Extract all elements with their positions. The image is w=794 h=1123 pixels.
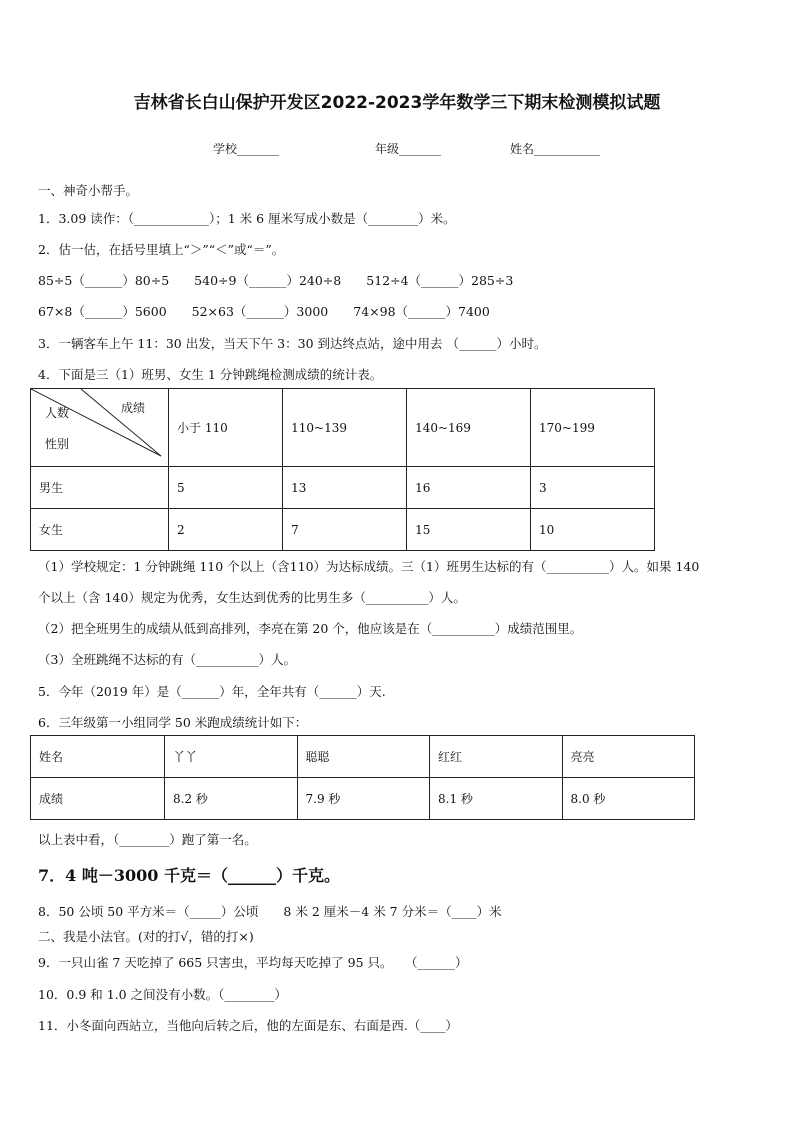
- question-6-answer: 以上表中看，（________）跑了第一名。: [38, 832, 257, 847]
- table-cell: 10: [531, 509, 655, 551]
- table-cell: 亮亮: [562, 736, 695, 778]
- section-heading-2: 二、我是小法官。(对的打√，错的打×): [38, 929, 254, 944]
- table-header: 170~199: [531, 389, 655, 467]
- table-cell: 7: [283, 509, 407, 551]
- table-row: [31, 509, 655, 551]
- question-7: 7．4 吨－3000 千克＝（______）千克。: [38, 866, 340, 885]
- table-header: 140~169: [407, 389, 531, 467]
- table-cell: 红红: [430, 736, 563, 778]
- question-1: 1．3.09 读作：（____________）；1 米 6 厘米写成小数是（________）米。: [38, 211, 456, 226]
- question-8: 8．50 公顷 50 平方米＝（_____）公顷 8 米 2 厘米－4 米 7 分米＝（____）米: [38, 904, 502, 919]
- table-cell: 16: [407, 467, 531, 509]
- table-header: 小于 110: [169, 389, 283, 467]
- section-heading-1: 一、神奇小帮手。: [38, 183, 139, 198]
- table-cell: 聪聪: [297, 736, 430, 778]
- table-header: 110~139: [283, 389, 407, 467]
- table-cell: 15: [407, 509, 531, 551]
- page-title: 吉林省长白山保护开发区2022-2023学年数学三下期末检测模拟试题: [133, 93, 661, 113]
- question-2: 2．估一估，在括号里填上“＞”“＜”或“＝”。: [38, 242, 285, 257]
- jump-rope-table: [30, 388, 655, 551]
- table-cell: 8.1 秒: [430, 778, 563, 820]
- question-3: 3．一辆客车上午 11：30 出发，当天下午 3：30 到达终点站，途中用去 （______）小时。: [38, 336, 547, 351]
- question-4-part-2: （2）把全班男生的成绩从低到高排列，李亮在第 20 个，他应该是在（__________）成绩范围里。: [38, 621, 583, 636]
- diagonal-lines: [31, 389, 169, 467]
- question-9: 9．一只山雀 7 天吃掉了 665 只害虫，平均每天吃掉了 95 只。 （______）: [38, 955, 468, 970]
- question-4-part-3: （3）全班跳绳不达标的有（__________）人。: [38, 652, 296, 667]
- corner-label-gender: 性别: [45, 437, 70, 451]
- question-2-row-2: 67×8（______）5600 52×63（______）3000 74×98（______）7400: [38, 304, 490, 319]
- row-label: 女生: [31, 509, 169, 551]
- row-label: 男生: [31, 467, 169, 509]
- grade-field: 年级_______: [375, 142, 442, 156]
- table-cell: 姓名: [31, 736, 165, 778]
- school-field: 学校_______: [213, 142, 280, 156]
- table-row: [31, 778, 695, 820]
- table-cell: 8.2 秒: [165, 778, 298, 820]
- corner-label-count: 人数: [45, 406, 70, 420]
- name-field: 姓名___________: [510, 142, 601, 156]
- running-table: [30, 735, 695, 820]
- table-cell: 8.0 秒: [562, 778, 695, 820]
- table-cell: 7.9 秒: [297, 778, 430, 820]
- question-2-row-1: 85÷5（______）80÷5 540÷9（______）240÷8 512÷4（______）285÷3: [38, 273, 514, 288]
- table-corner-cell: [31, 389, 169, 467]
- table-cell: 2: [169, 509, 283, 551]
- question-11: 11．小冬面向西站立，当他向后转之后，他的左面是东、右面是西.（____）: [38, 1018, 458, 1033]
- table-cell: 13: [283, 467, 407, 509]
- table-cell: 5: [169, 467, 283, 509]
- question-4-part-1-line-1: （1）学校规定：1 分钟跳绳 110 个以上（含110）为达标成绩。三（1）班男生达标的有（__________）人。如果 140: [38, 559, 700, 574]
- question-6: 6．三年级第一小组同学 50 米跑成绩统计如下：: [38, 715, 308, 730]
- corner-label-score: 成绩: [121, 401, 146, 415]
- question-5: 5．今年（2019 年）是（______）年，全年共有（______）天.: [38, 684, 386, 699]
- question-4-part-1-line-2: 个以上（含 140）规定为优秀，女生达到优秀的比男生多（__________）人。: [38, 590, 466, 605]
- table-cell: 成绩: [31, 778, 165, 820]
- table-row: [31, 736, 695, 778]
- table-row: [31, 467, 655, 509]
- question-10: 10．0.9 和 1.0 之间没有小数。（________）: [38, 987, 287, 1002]
- table-cell: 丫丫: [165, 736, 298, 778]
- table-cell: 3: [531, 467, 655, 509]
- question-4: 4．下面是三（1）班男、女生 1 分钟跳绳检测成绩的统计表。: [38, 367, 383, 382]
